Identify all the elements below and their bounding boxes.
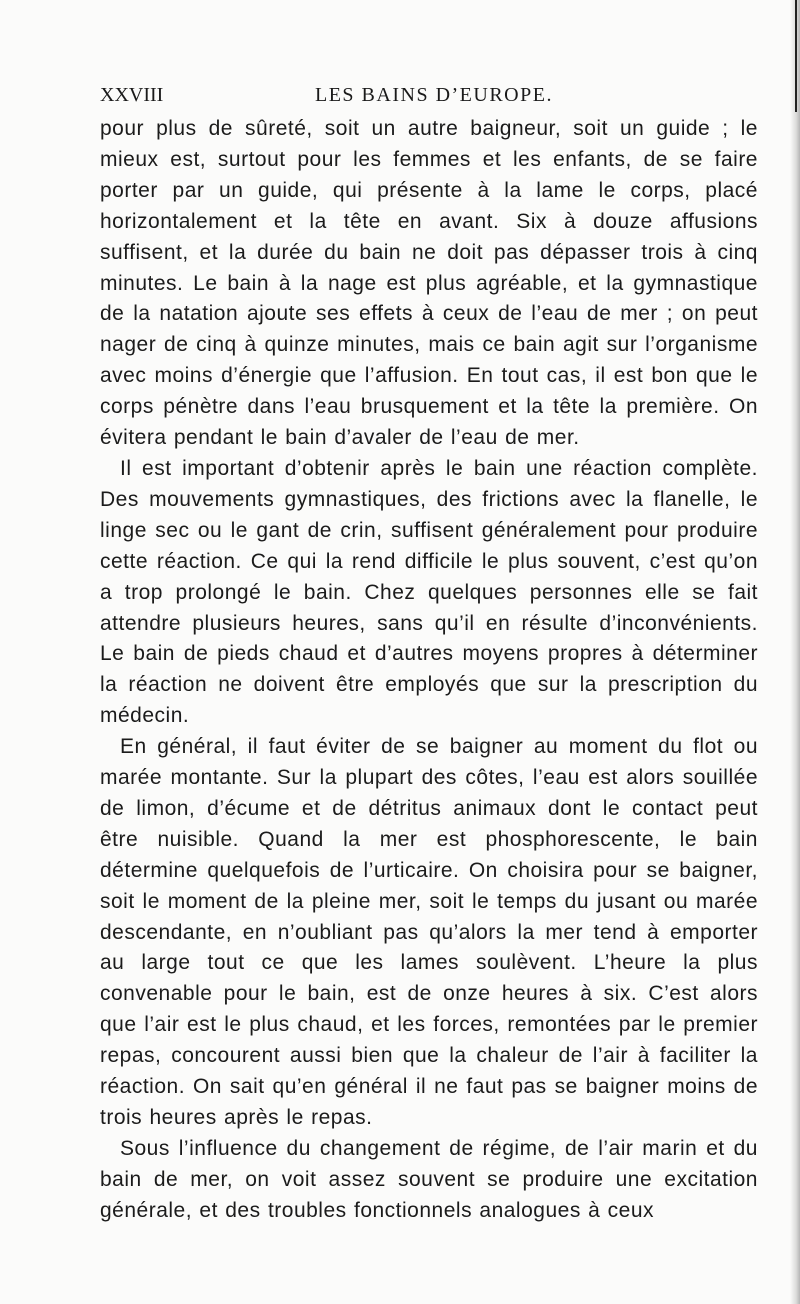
page-edge-line (795, 0, 797, 112)
paragraph: Sous l’influence du changement de régime, de l’air marin et du bain de mer, on voit assez souvent se produire une excitation générale, et des troubles fonctionnels analogues à ceux (100, 1136, 758, 1222)
paragraph: En général, il faut éviter de se baigner au moment du flot ou marée montante. Sur la plupart des côtes, l’eau est alors souillée de limon, d’écume et de détritus animaux dont le contact peut être nuisible. Quand la mer est phosphorescente, le bain détermine quelquefois de l’urticaire. On choisira pour se baigner, soit le moment de la pleine mer, soit le temps du jusant ou marée descendante, en n’oubliant pas qu’alors la mer tend à emporter au large tout ce que les lames soulèvent. L’heure la plus convenable pour le bain, est de onze heures à six. C’est alors que l’air est le plus chaud, et les forces, remontées par le premier repas, concourent aussi bien que la chaleur de l’air à faciliter la réaction. On sait qu’en général il ne faut pas se baigner moins de trois heures après le repas. (100, 735, 758, 1129)
paragraph: Il est important d’obtenir après le bain une réaction complète. Des mouvements gymnastiques, des frictions avec la flanelle, le linge sec ou le gant de crin, suffisent généralement pour produire cette réaction. Ce qui la rend difficile le plus souvent, c’est qu’on a trop prolongé le bain. Chez quelques personnes elle se fait attendre plusieurs heures, sans qu’il en résulte d’inconvénients. Le bain de pieds chaud et d’autres moyens propres à déterminer la réaction ne doivent être employés que sur la prescription du médecin. (100, 456, 758, 728)
paragraph: pour plus de sûreté, soit un autre baigneur, soit un guide ; le mieux est, surtout pour les femmes et les enfants, de se faire porter par un guide, qui présente à la lame le corps, placé horizontalement et la tête en avant. Six à douze affusions suffisent, et la durée du bain ne doit pas dépasser trois à cinq minutes. Le bain à la nage est plus agréable, et la gymnastique de la natation ajoute ses effets à ceux de l’eau de mer ; on peut nager de cinq à quinze minutes, mais ce bain agit sur l’organisme avec moins d’énergie que l’affusion. En tout cas, il est bon que le corps pénètre dans l’eau brusquement et la tête la première. On évitera pendant le bain d’avaler de l’eau de mer. (100, 117, 758, 450)
body-text (100, 114, 758, 1227)
page-edge-shadow (790, 0, 800, 1304)
running-title: LES BAINS D’EUROPE. (315, 84, 553, 106)
page-number: XXVIII (100, 84, 164, 106)
running-head (100, 84, 758, 110)
